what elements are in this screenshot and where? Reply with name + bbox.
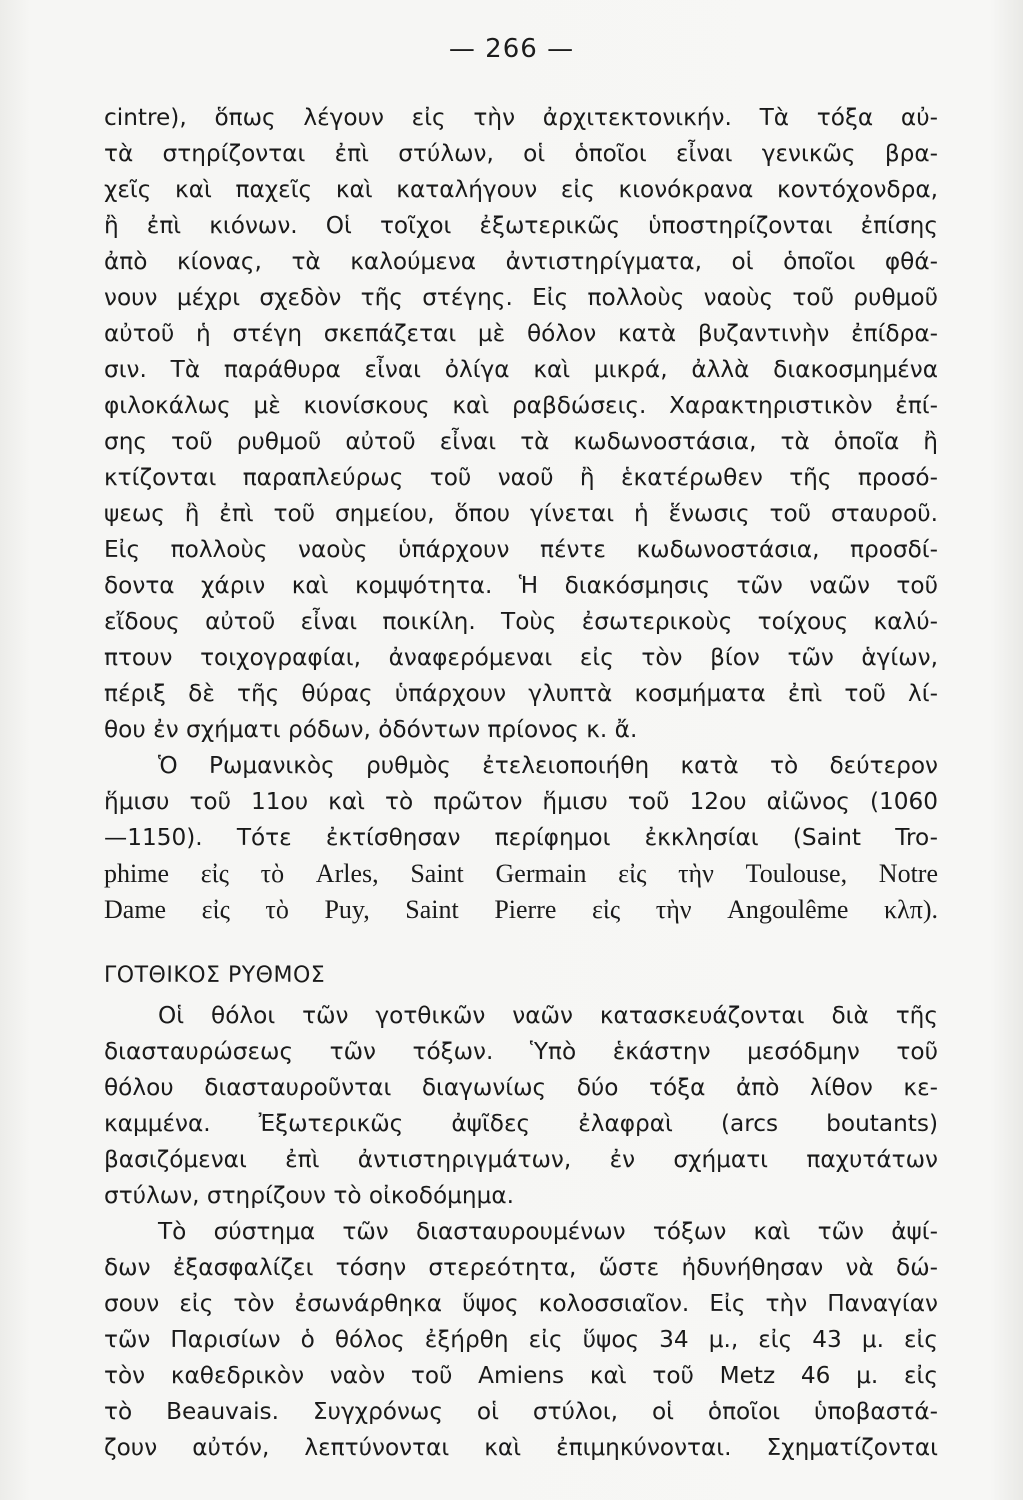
text-line: στύλων, στηρίζουν τὸ οἰκοδόμημα.	[104, 1182, 514, 1209]
text-line: πέριξ δὲ τῆς θύρας ὑπάρχουν γλυπτὰ κοσμήματα ἐπὶ τοῦ λί-	[104, 680, 938, 707]
page-number: — 266 —	[448, 34, 575, 64]
text-line: ἥμισυ τοῦ 11ου καὶ τὸ πρῶτον ἥμισυ τοῦ 12ου αἰῶνος (1060	[104, 788, 938, 815]
text-line: cintre), ὅπως λέγουν εἰς τὴν ἀρχιτεκτονικήν. Τὰ τόξα αὐ-	[104, 104, 938, 131]
text-line: θου ἐν σχήματι ρόδων, ὀδόντων πρίονος κ. ἄ.	[104, 716, 638, 743]
text-line: διασταυρώσεως τῶν τόξων. Ὑπὸ ἑκάστην μεσόδμην τοῦ	[104, 1038, 938, 1065]
text-line: phime εἰς τὸ Arles, Saint Germain εἰς τὴν Toulouse, Notre	[104, 859, 938, 888]
text-line: Ὁ Ρωμανικὸς ρυθμὸς ἐτελειοποιήθη κατὰ τὸ δεύτερον	[158, 752, 938, 779]
section-heading: ΓΟΤΘΙΚΟΣ ΡΥΘΜΟΣ	[104, 963, 326, 988]
paragraph-gothic-vaults	[104, 998, 938, 1214]
text-line: Εἰς πολλοὺς ναοὺς ὑπάρχουν πέντε κωδωνοστάσια, προσδί-	[104, 536, 938, 563]
text-line: Dame εἰς τὸ Puy, Saint Pierre εἰς τὴν Angoulême κλπ).	[104, 895, 938, 924]
text-line: αὐτοῦ ἡ στέγη σκεπάζεται μὲ θόλον κατὰ βυζαντινὴν ἐπίδρα-	[104, 320, 938, 347]
text-line: εἴδους αὐτοῦ εἶναι ποικίλη. Τοὺς ἐσωτερικοὺς τοίχους καλύ-	[104, 608, 938, 635]
text-line: ἀπὸ κίονας, τὰ καλούμενα ἀντιστηρίγματα, οἱ ὁποῖοι φθά-	[104, 248, 938, 275]
text-line: σιν. Τὰ παράθυρα εἶναι ὀλίγα καὶ μικρά, ἀλλὰ διακοσμημένα	[104, 356, 938, 383]
text-line: σης τοῦ ρυθμοῦ αὐτοῦ εἶναι τὰ κωδωνοστάσια, τὰ ὁποῖα ἢ	[104, 428, 938, 455]
text-line: τὸ Beauvais. Συγχρόνως οἱ στύλοι, οἱ ὁποῖοι ὑποβαστά-	[104, 1398, 938, 1425]
text-line: ψεως ἢ ἐπὶ τοῦ σημείου, ὅπου γίνεται ἡ ἕνωσις τοῦ σταυροῦ.	[104, 500, 938, 527]
text-line: βασιζόμεναι ἐπὶ ἀντιστηριγμάτων, ἐν σχήματι παχυτάτων	[104, 1146, 938, 1173]
text-line: δων ἐξασφαλίζει τόσην στερεότητα, ὥστε ἠδυνήθησαν νὰ δώ-	[104, 1254, 938, 1281]
text-line: ἢ ἐπὶ κιόνων. Οἱ τοῖχοι ἐξωτερικῶς ὑποστηρίζονται ἐπίσης	[104, 212, 938, 239]
paragraph-romanesque-description	[104, 100, 938, 748]
text-line: σουν εἰς τὸν ἐσωνάρθηκα ὕψος κολοσσιαῖον. Εἰς τὴν Παναγίαν	[104, 1290, 938, 1317]
text-line: νουν μέχρι σχεδὸν τῆς στέγης. Εἰς πολλοὺς ναοὺς τοῦ ρυθμοῦ	[104, 284, 938, 311]
paragraph-gothic-heights	[104, 1214, 938, 1466]
text-line: θόλου διασταυροῦνται διαγωνίως δύο τόξα ἀπὸ λίθον κε-	[104, 1074, 938, 1101]
text-line: φιλοκάλως μὲ κιονίσκους καὶ ραβδώσεις. Χαρακτηριστικὸν ἐπί-	[104, 392, 938, 419]
text-line: τῶν Παρισίων ὁ θόλος ἐξήρθη εἰς ὕψος 34 μ., εἰς 43 μ. εἰς	[104, 1326, 938, 1353]
text-line: δοντα χάριν καὶ κομψότητα. Ἡ διακόσμησις τῶν ναῶν τοῦ	[104, 572, 938, 599]
text-line: τὸν καθεδρικὸν ναὸν τοῦ Amiens καὶ τοῦ Metz 46 μ. εἰς	[104, 1362, 938, 1389]
text-line: Οἱ θόλοι τῶν γοτθικῶν ναῶν κατασκευάζονται διὰ τῆς	[158, 1002, 938, 1029]
text-line: κτίζονται παραπλεύρως τοῦ ναοῦ ἢ ἑκατέρωθεν τῆς προσό-	[104, 464, 938, 491]
text-line: —1150). Τότε ἐκτίσθησαν περίφημοι ἐκκλησίαι (Saint Tro-	[104, 824, 938, 851]
text-line: καμμένα. Ἐξωτερικῶς ἀψῖδες ἐλαφραὶ (arcs boutants)	[104, 1110, 938, 1137]
text-line: ζουν αὐτόν, λεπτύνονται καὶ ἐπιμηκύνονται. Σχηματίζονται	[104, 1434, 938, 1461]
text-line: Τὸ σύστημα τῶν διασταυρουμένων τόξων καὶ τῶν ἀψί-	[158, 1218, 938, 1245]
paragraph-romanesque-period	[104, 748, 938, 928]
text-line: τὰ στηρίζονται ἐπὶ στύλων, οἱ ὁποῖοι εἶναι γενικῶς βρα-	[104, 140, 938, 167]
text-line: χεῖς καὶ παχεῖς καὶ καταλήγουν εἰς κιονόκρανα κοντόχονδρα,	[104, 176, 938, 203]
text-line: πτουν τοιχογραφίαι, ἀναφερόμεναι εἰς τὸν βίον τῶν ἁγίων,	[104, 644, 938, 671]
